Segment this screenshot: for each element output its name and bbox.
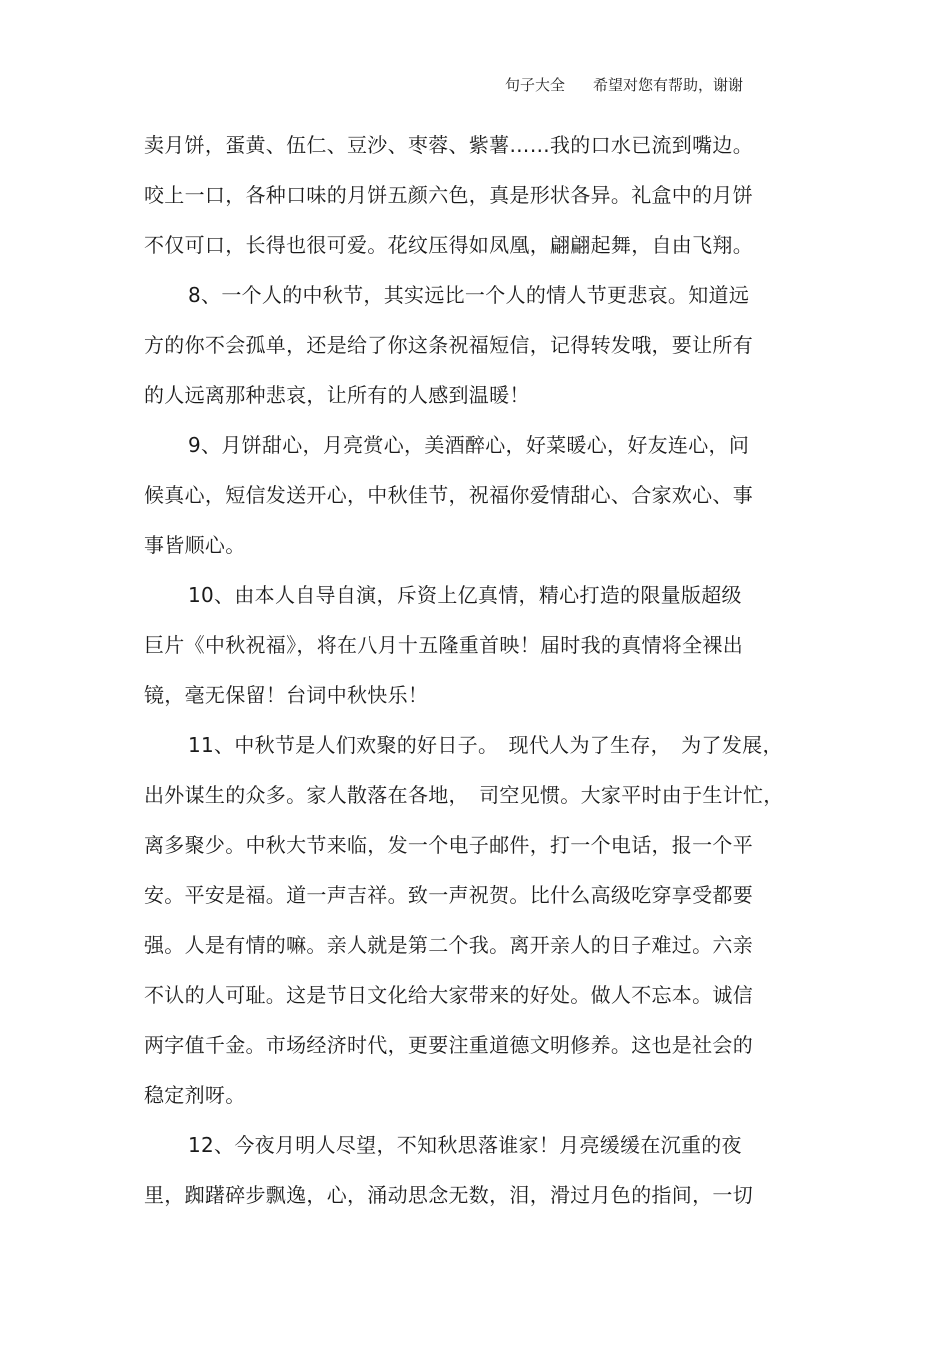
paragraph-line: 事皆顺心。	[144, 533, 246, 557]
paragraph-line: 里，踟躇碎步飘逸，心，涌动思念无数，泪，滑过月色的指间，一切	[144, 1183, 753, 1207]
paragraph-first-line: 8、一个人的中秋节，其实远比一个人的情人节更悲哀。知道远	[188, 283, 750, 307]
paragraph-line: 出外谋生的众多。家人散落在各地， 司空见惯。大家平时由于生计忙，	[144, 783, 784, 807]
paragraph-line: 稳定剂呀。	[144, 1083, 246, 1107]
paragraph-line: 方的你不会孤单，还是给了你这条祝福短信，记得转发哦，要让所有	[144, 333, 753, 357]
paragraph-line: 不认的人可耻。这是节日文化给大家带来的好处。做人不忘本。诚信	[144, 983, 753, 1007]
paragraph-line: 不仅可口，长得也很可爱。花纹压得如凤凰，翩翩起舞，自由飞翔。	[144, 233, 753, 257]
paragraph-first-line: 11、中秋节是人们欢聚的好日子。 现代人为了生存， 为了发展，	[188, 733, 783, 757]
paragraph-first-line: 9、月饼甜心，月亮赏心，美酒醉心，好菜暖心，好友连心，问	[188, 433, 750, 457]
paragraph-line: 镜，毫无保留！台词中秋快乐！	[144, 683, 429, 707]
paragraph-first-line: 12、今夜月明人尽望，不知秋思落谁家！月亮缓缓在沉重的夜	[188, 1133, 742, 1157]
header-thanks-note: 希望对您有帮助，谢谢	[593, 76, 744, 94]
paragraph-line: 强。人是有情的嘛。亲人就是第二个我。离开亲人的日子难过。六亲	[144, 933, 753, 957]
paragraph-line: 离多聚少。中秋大节来临，发一个电子邮件，打一个电话，报一个平	[144, 833, 753, 857]
paragraph-line: 安。平安是福。道一声吉祥。致一声祝贺。比什么高级吃穿享受都要	[144, 883, 753, 907]
paragraph-line: 两字值千金。市场经济时代，更要注重道德文明修养。这也是社会的	[144, 1033, 753, 1057]
paragraph-line: 的人远离那种悲哀，让所有的人感到温暖！	[144, 383, 530, 407]
paragraph-line: 咬上一口，各种口味的月饼五颜六色，真是形状各异。礼盒中的月饼	[144, 183, 753, 207]
paragraph-line: 卖月饼，蛋黄、伍仁、豆沙、枣蓉、紫薯……我的口水已流到嘴边。	[144, 133, 753, 157]
paragraph-line: 候真心，短信发送开心，中秋佳节，祝福你爱情甜心、合家欢心、事	[144, 483, 753, 507]
paragraph-first-line: 10、由本人自导自演，斥资上亿真情，精心打造的限量版超级	[188, 583, 742, 607]
header-site-name: 句子大全	[505, 76, 566, 94]
page-header	[505, 74, 743, 96]
paragraph-line: 巨片《中秋祝福》，将在八月十五隆重首映！届时我的真情将全裸出	[144, 633, 743, 657]
article-body	[144, 120, 804, 1220]
